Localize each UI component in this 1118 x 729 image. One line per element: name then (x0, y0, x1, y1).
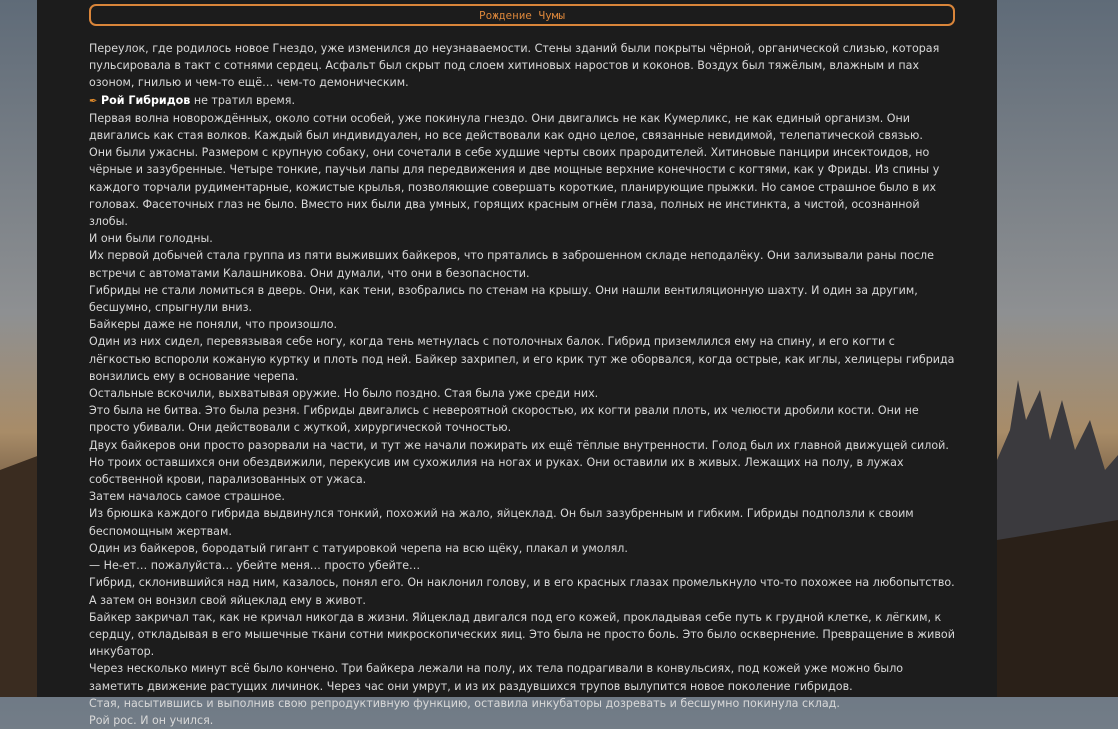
story-paragraph: Остальные вскочили, выхватывая оружие. Но было поздно. Стая была уже среди них. (89, 387, 599, 401)
story-paragraph: Рой рос. И он учился. (89, 713, 214, 727)
story-paragraph: Они были ужасны. Размером с крупную собаку, они сочетали в себе худшие черты своих прародителей. Хитиновые панцири инсектоидов, но чёрные и зазубренные. Четыре тонкие, паучьи лапы для передвижения и две мощные верхние конечности с когтями, как у Фриды. Из спины у каждого торчали рудиментарные, кожистые крылья, позволяющие совершать короткие, планирующие прыжки. Но самое страшное было в их головах. Фасеточных глаз не было. Вместо них были два умных, горящих красным огнём глаза, полных не инстинкта, а чистой, осознанной злобы. (89, 146, 940, 229)
story-paragraph: Их первой добычей стала группа из пяти выживших байкеров, что прятались в заброшенном складе неподалёку. Они зализывали раны после встречи с автоматами Калашникова. Они думали, что они в безопасности. (89, 249, 934, 280)
speaker-rest: не тратил время. (190, 93, 295, 107)
story-paragraph: И они были голодны. (89, 232, 213, 246)
story-body (89, 40, 959, 729)
story-title: Рождение Чумы (478, 8, 566, 22)
story-paragraph: Байкеры даже не поняли, что произошло. (89, 318, 338, 332)
story-paragraph: — Не-ет… пожалуйста… убейте меня… просто убейте… (89, 559, 421, 573)
story-paragraph: Но троих оставшихся они обездвижили, перекусив им сухожилия на ногах и руках. Они оставили их в живых. Лежащих на полу, в лужах собственной крови, парализованных от ужаса. (89, 455, 904, 487)
story-paragraph: Первая волна новорождённых, около сотни особей, уже покинула гнездо. Они двигались не как Кумерликс, не как единый организм. Они двигались как стая волков. Каждый был индивидуален, но все действовали как одно целое, связанные невидимой, телепатической связью. (89, 111, 923, 143)
story-paragraph: Байкер закричал так, как не кричал никогда в жизни. Яйцеклад двигался под его кожей, прокладывая себе путь к грудной клетке, к лёгким, к сердцу, откладывая в его мышечные ткани сотни микроскопических яиц. Это была не просто боль. Это было осквернение. Превращение в живой инкубатор. (89, 610, 955, 659)
story-paragraph: Через несколько минут всё было кончено. Три байкера лежали на полу, их тела подрагивали в конвульсиях, под кожей уже можно было заметить движение растущих личинок. Через час они умрут, и из их раздувшихся трупов вылупится новое поколение гибридов. (89, 662, 904, 693)
story-paragraph: Двух байкеров они просто разорвали на части, и тут же начали пожирать их ещё тёплые внутренности. Голод был их главной движущей силой. (89, 438, 949, 452)
story-paragraph: Это была не битва. Это была резня. Гибриды двигались с невероятной скоростью, их когти рвали плоть, их челюсти дробили кости. Они не просто убивали. Они действовали с жуткой, хирургической точностью. (89, 404, 919, 435)
story-paragraph: Из брюшка каждого гибрида выдвинулся тонкий, похожий на жало, яйцеклад. Он был зазубренным и гибким. Гибриды подползли к своим беспомощным жертвам. (89, 507, 914, 538)
story-paragraph: Гибриды не стали ломиться в дверь. Они, как тени, взобрались по стенам на крышу. Они нашли вентиляционную шахту. И один за другим, бесшумно, спрыгнули вниз. (89, 283, 918, 315)
story-paragraph: Один из них сидел, перевязывая себе ногу, когда тень метнулась с потолочных балок. Гибрид приземлился ему на спину, и его когти с лёгкостью вспороли кожаную куртку и плоть под ней. Байкер захрипел, и его крик тут же оборвался, когда острые, как иглы, хелицеры гибрида вонзились ему в основание черепа. (89, 335, 955, 383)
speaker-line (89, 92, 959, 110)
title-bar (89, 4, 955, 26)
story-paragraph: Один из байкеров, бородатый гигант с татуировкой черепа на всю щёку, плакал и умолял. (89, 541, 628, 555)
chat-panel (37, 0, 997, 727)
story-paragraph: Стая, насытившись и выполнив свою репродуктивную функцию, оставила инкубаторы дозревать и бесшумно покинула склад. (89, 696, 840, 710)
speaker-name: Рой Гибридов (101, 93, 191, 107)
story-paragraph: Гибрид, склонившийся над ним, казалось, понял его. Он наклонил голову, и в его красных глазах промелькнуло что-то похожее на любопытство. А затем он вонзил свой яйцеклад ему в живот. (89, 576, 955, 607)
story-paragraph: Затем началось самое страшное. (89, 490, 285, 504)
quill-icon: ✒ (89, 95, 98, 107)
story-paragraph: Переулок, где родилось новое Гнездо, уже изменился до неузнаваемости. Стены зданий были покрыты чёрной, органической слизью, которая пульсировала в такт с сотнями сердец. Асфальт был скрыт под слоем хитиновых наростов и коконов. Воздух был тяжёлым, влажным и пах озоном, гнилью и чем-то ещё… чем-то демоническим. (89, 42, 940, 90)
